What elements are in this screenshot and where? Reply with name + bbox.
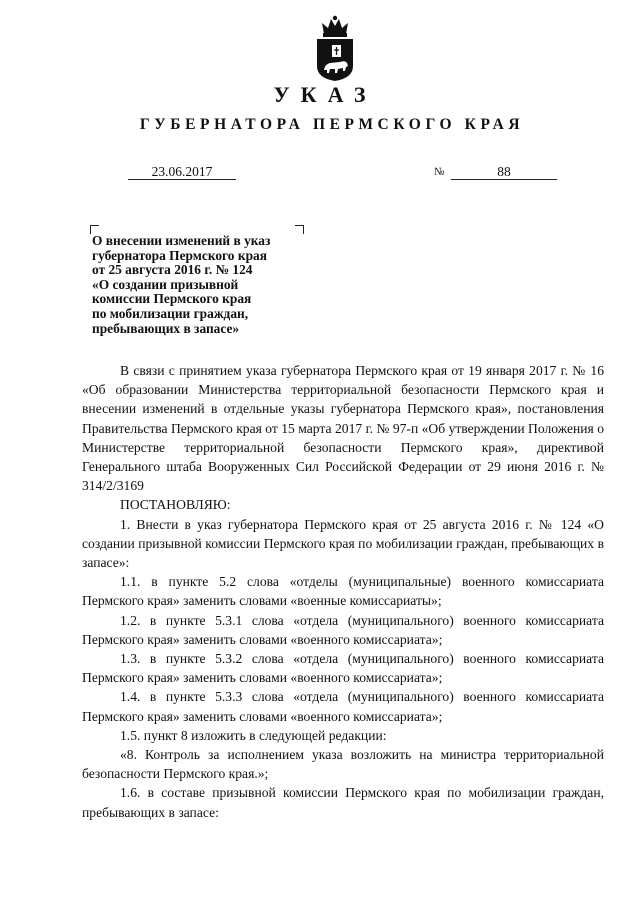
paragraph-1-1: 1.1. в пункте 5.2 слова «отделы (муниципальные) военного комиссариата Пермского края» заменить словами «военные комиссариаты»; [82,574,604,609]
paragraph-1-3: 1.3. в пункте 5.3.2 слова «отдела (муниципального) военного комиссариата Пермского края» заменить словами «военного комиссариата»; [82,651,604,686]
decree-heading: ПОСТАНОВЛЯЮ: [120,497,231,513]
subject-corner-right [295,225,304,234]
paragraph-1-5: 1.5. пункт 8 изложить в следующей редакции: [120,727,387,743]
coat-of-arms-emblem [312,14,358,82]
number-label: № [434,166,445,178]
paragraph-1: 1. Внести в указ губернатора Пермского края от 25 августа 2016 г. № 124 «О создании призывной комиссии Пермского края по мобилизации граждан, пребывающих в запасе»: [82,516,604,571]
document-title: УКАЗ [273,82,377,107]
paragraph-1-6: 1.6. в составе призывной комиссии Пермского края по мобилизации граждан, пребывающих в запасе: [82,785,604,820]
document-date: 23.06.2017 [128,164,236,180]
preamble-paragraph: В связи с принятием указа губернатора Пермского края от 19 января 2017 г. № 16 «Об образовании Министерства территориальной безопасности Пермского края и внесении изменений в отдельные указы губернатора Пермского края», постановления Правительства Пермского края от 15 марта 2017 г. № 97-п «Об утверждении Положения о Министерстве территориальной безопасности Пермского края», директивой Генерального штаба Вооруженных Сил Российской Федерации от 29 июня 2016 г. № 314/2/3169 [82,363,604,494]
paragraph-1-4: 1.4. в пункте 5.3.3 слова «отдела (муниципального) военного комиссариата Пермского края» заменить словами «военного комиссариата»; [82,689,604,724]
paragraph-1-2: 1.2. в пункте 5.3.1 слова «отдела (муниципального) военного комиссариата Пермского края» заменить словами «военного комиссариата»; [82,612,604,647]
document-subject: О внесении изменений в указ губернатора Пермского края от 25 августа 2016 г. № 124 «О создании призывной комиссии Пермского края по мобилизации граждан, пребывающих в запасе» [92,233,271,336]
document-subtitle: ГУБЕРНАТОРА ПЕРМСКОГО КРАЯ [139,116,525,133]
document-body [82,361,604,822]
paragraph-1-5-text: «8. Контроль за исполнением указа возложить на министра территориальной безопасности Пермского края.»; [82,747,604,782]
document-number: 88 [451,164,557,180]
